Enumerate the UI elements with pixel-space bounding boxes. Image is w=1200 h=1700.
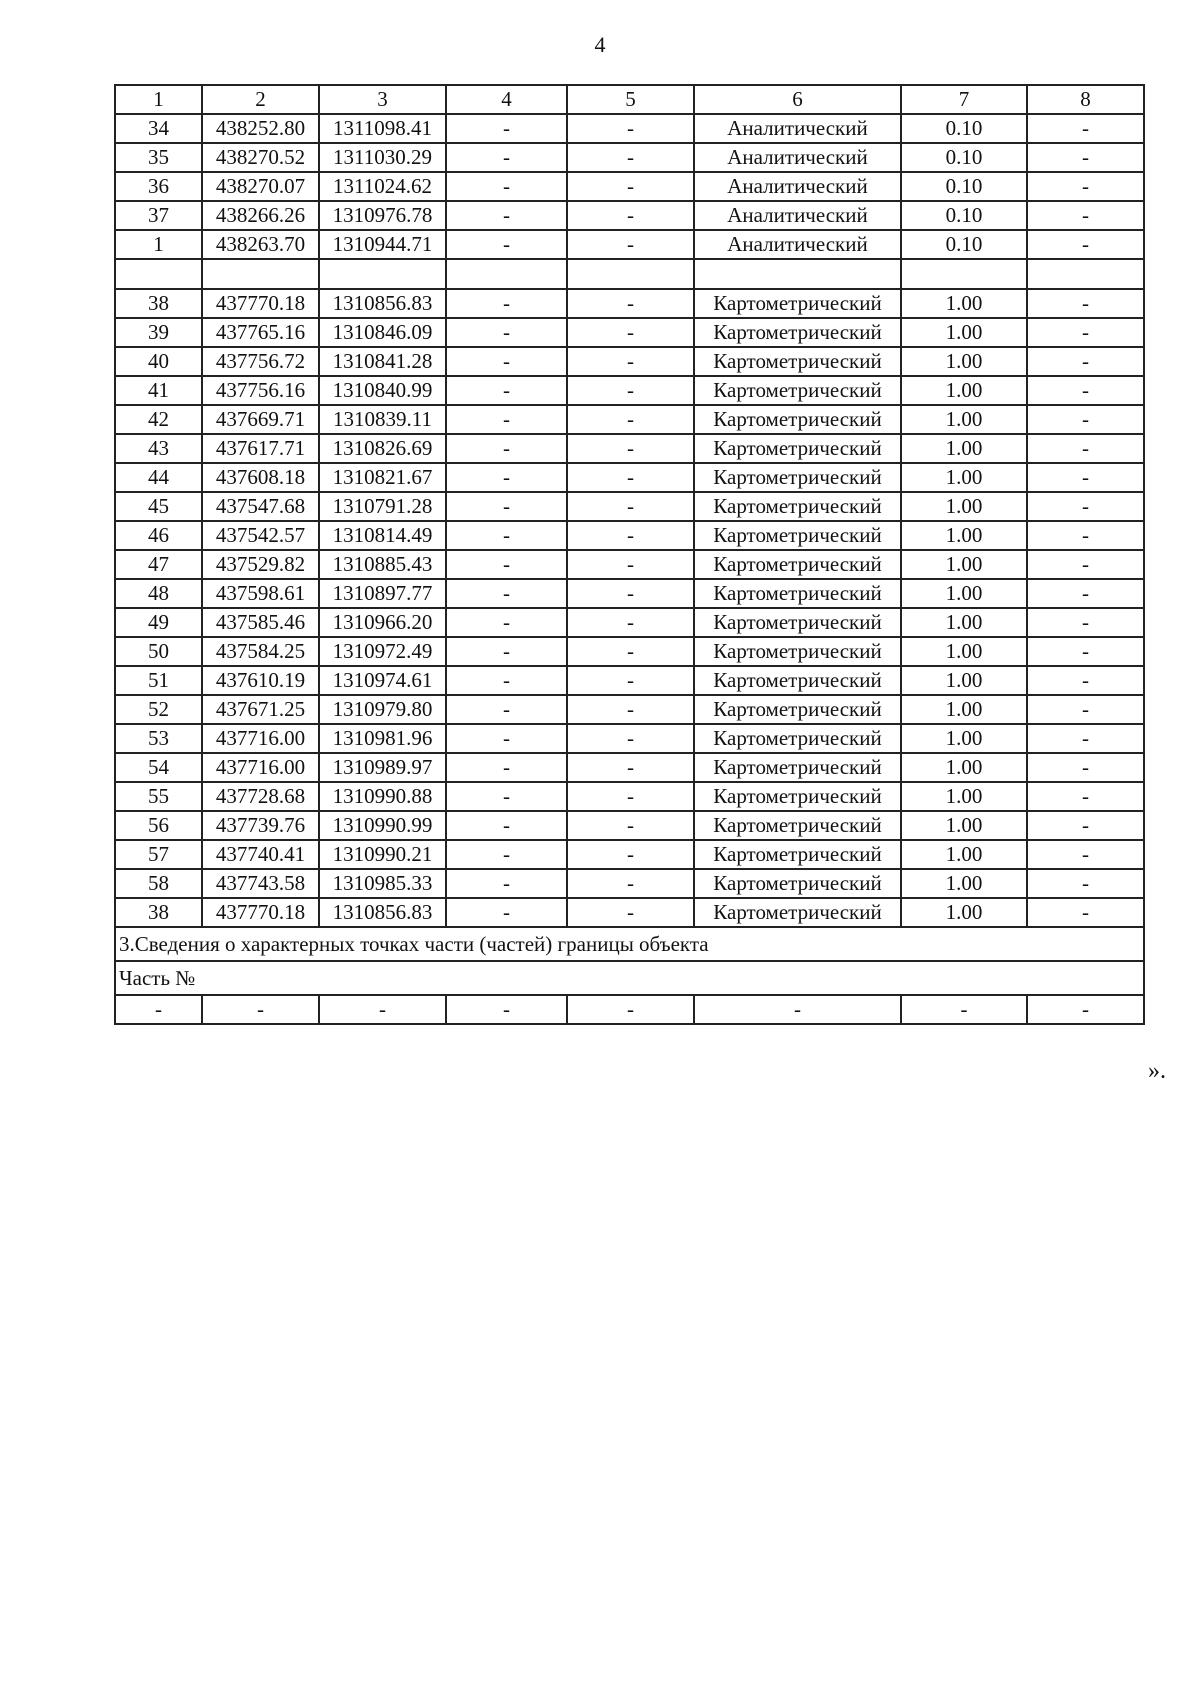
table-cell: - (567, 201, 694, 230)
table-cell: - (567, 869, 694, 898)
table-cell: 438263.70 (202, 230, 319, 259)
table-body (115, 85, 1144, 1024)
table-cell: - (567, 811, 694, 840)
table-cell: 1310979.80 (319, 695, 446, 724)
table-cell: Картометрический (694, 434, 901, 463)
table-cell: - (319, 995, 446, 1024)
table-cell: 1310966.20 (319, 608, 446, 637)
table-cell: 1.00 (901, 463, 1027, 492)
table-cell: - (567, 492, 694, 521)
table-row (115, 782, 1144, 811)
table-cell: 1310990.99 (319, 811, 446, 840)
table-cell: - (567, 695, 694, 724)
table-cell: Аналитический (694, 114, 901, 143)
table-cell (567, 259, 694, 289)
table-row (115, 289, 1144, 318)
table-cell: - (567, 230, 694, 259)
table-cell: 53 (115, 724, 202, 753)
table-cell: - (446, 114, 567, 143)
table-cell (115, 259, 202, 289)
table-cell: 0.10 (901, 143, 1027, 172)
table-cell: 52 (115, 695, 202, 724)
table-cell: Картометрический (694, 579, 901, 608)
table-cell: 1310944.71 (319, 230, 446, 259)
table-cell: 1.00 (901, 811, 1027, 840)
table-cell: - (446, 289, 567, 318)
table-cell: 51 (115, 666, 202, 695)
table-cell: 1311030.29 (319, 143, 446, 172)
table-cell: 1310990.88 (319, 782, 446, 811)
table-cell: - (446, 376, 567, 405)
table-cell: - (1027, 405, 1144, 434)
table-cell: Картометрический (694, 521, 901, 550)
table-cell: - (567, 347, 694, 376)
table-cell: Аналитический (694, 143, 901, 172)
table-cell: Аналитический (694, 172, 901, 201)
table-cell: 1.00 (901, 782, 1027, 811)
table-cell: 1 (115, 230, 202, 259)
table-cell: 49 (115, 608, 202, 637)
table-cell: 45 (115, 492, 202, 521)
table-row (115, 201, 1144, 230)
table-cell (446, 259, 567, 289)
table-cell: 437598.61 (202, 579, 319, 608)
part-label: Часть № (115, 961, 1144, 995)
table-cell: 0.10 (901, 114, 1027, 143)
table-row (115, 347, 1144, 376)
table-cell: 1310989.97 (319, 753, 446, 782)
table-cell: 57 (115, 840, 202, 869)
table-cell: Картометрический (694, 289, 901, 318)
table-cell: 437739.76 (202, 811, 319, 840)
table-cell: 437608.18 (202, 463, 319, 492)
table-cell: - (567, 405, 694, 434)
table-cell: 58 (115, 869, 202, 898)
table-cell (319, 259, 446, 289)
table-cell: 1310972.49 (319, 637, 446, 666)
table-cell: 1310885.43 (319, 550, 446, 579)
table-cell: Картометрический (694, 695, 901, 724)
table-cell: - (1027, 289, 1144, 318)
table-row (115, 608, 1144, 637)
table-cell: 1.00 (901, 898, 1027, 927)
table-row (115, 521, 1144, 550)
table-cell: 1.00 (901, 521, 1027, 550)
table-cell: - (567, 608, 694, 637)
table-cell: - (1027, 782, 1144, 811)
table-cell: Картометрический (694, 666, 901, 695)
table-cell: 1.00 (901, 376, 1027, 405)
table-cell: - (567, 463, 694, 492)
table-cell: 1.00 (901, 753, 1027, 782)
table-cell: 437671.25 (202, 695, 319, 724)
table-cell (1027, 259, 1144, 289)
table-cell: - (567, 434, 694, 463)
table-cell: - (1027, 492, 1144, 521)
table-cell: 48 (115, 579, 202, 608)
table-cell: Картометрический (694, 492, 901, 521)
table-cell: 437770.18 (202, 289, 319, 318)
table-cell: - (1027, 550, 1144, 579)
header-cell: 7 (901, 85, 1027, 114)
table-cell: - (446, 550, 567, 579)
table-row (115, 840, 1144, 869)
table-row (115, 143, 1144, 172)
table-cell: - (567, 782, 694, 811)
table-cell: 1310897.77 (319, 579, 446, 608)
table-cell: Картометрический (694, 347, 901, 376)
table-cell: 1310990.21 (319, 840, 446, 869)
header-cell: 2 (202, 85, 319, 114)
table-cell: 437617.71 (202, 434, 319, 463)
table-cell: - (446, 782, 567, 811)
table-cell: 1.00 (901, 637, 1027, 666)
table-cell: Картометрический (694, 898, 901, 927)
coordinates-table-wrapper (114, 84, 1145, 1025)
table-cell: - (446, 318, 567, 347)
table-cell: 41 (115, 376, 202, 405)
table-cell: 1310985.33 (319, 869, 446, 898)
table-cell: - (567, 579, 694, 608)
table-cell: - (1027, 608, 1144, 637)
table-cell: 1310981.96 (319, 724, 446, 753)
table-cell: 1310974.61 (319, 666, 446, 695)
table-cell: 1.00 (901, 434, 1027, 463)
header-cell: 6 (694, 85, 901, 114)
table-cell: Картометрический (694, 318, 901, 347)
table-cell: - (446, 143, 567, 172)
header-cell: 5 (567, 85, 694, 114)
table-cell: 438270.52 (202, 143, 319, 172)
empty-row (115, 259, 1144, 289)
table-cell: 437756.16 (202, 376, 319, 405)
table-cell: Аналитический (694, 201, 901, 230)
table-cell: 44 (115, 463, 202, 492)
table-cell: - (1027, 114, 1144, 143)
table-cell: - (567, 172, 694, 201)
table-cell: 437585.46 (202, 608, 319, 637)
table-cell: 0.10 (901, 230, 1027, 259)
table-row (115, 666, 1144, 695)
table-cell: - (567, 114, 694, 143)
table-cell: 37 (115, 201, 202, 230)
table-cell: - (1027, 230, 1144, 259)
table-cell: 437765.16 (202, 318, 319, 347)
table-cell: 437740.41 (202, 840, 319, 869)
table-cell: - (567, 724, 694, 753)
table-cell: - (446, 898, 567, 927)
table-cell: 1.00 (901, 405, 1027, 434)
table-cell: 437728.68 (202, 782, 319, 811)
table-cell: - (694, 995, 901, 1024)
table-cell: Картометрический (694, 724, 901, 753)
table-row (115, 637, 1144, 666)
table-cell: - (1027, 463, 1144, 492)
table-cell: 437542.57 (202, 521, 319, 550)
table-cell: 1310826.69 (319, 434, 446, 463)
table-cell: - (1027, 898, 1144, 927)
table-cell: - (446, 521, 567, 550)
table-cell: - (567, 753, 694, 782)
table-cell: - (567, 898, 694, 927)
table-cell: 438266.26 (202, 201, 319, 230)
table-cell: - (1027, 869, 1144, 898)
table-cell: Картометрический (694, 550, 901, 579)
table-cell: 36 (115, 172, 202, 201)
table-cell: 1.00 (901, 318, 1027, 347)
table-cell: - (567, 143, 694, 172)
table-cell: Картометрический (694, 840, 901, 869)
table-cell: 1.00 (901, 608, 1027, 637)
table-cell: 1310846.09 (319, 318, 446, 347)
table-row (115, 434, 1144, 463)
table-cell: 1310839.11 (319, 405, 446, 434)
table-row (115, 172, 1144, 201)
table-cell: 1.00 (901, 695, 1027, 724)
table-row (115, 492, 1144, 521)
table-cell: Картометрический (694, 869, 901, 898)
table-cell: 0.10 (901, 172, 1027, 201)
table-cell: Картометрический (694, 405, 901, 434)
table-cell: 1.00 (901, 840, 1027, 869)
table-cell: - (1027, 995, 1144, 1024)
table-row (115, 405, 1144, 434)
header-row (115, 85, 1144, 114)
table-cell: - (1027, 172, 1144, 201)
table-row (115, 230, 1144, 259)
table-cell: 437529.82 (202, 550, 319, 579)
table-cell: Картометрический (694, 753, 901, 782)
table-cell: Картометрический (694, 608, 901, 637)
table-cell: - (1027, 840, 1144, 869)
table-cell: - (1027, 434, 1144, 463)
table-cell: Картометрический (694, 376, 901, 405)
table-cell: 38 (115, 898, 202, 927)
table-row (115, 114, 1144, 143)
table-cell: 437669.71 (202, 405, 319, 434)
table-cell: 438270.07 (202, 172, 319, 201)
table-cell: - (1027, 521, 1144, 550)
table-cell: - (1027, 724, 1144, 753)
table-cell: - (446, 869, 567, 898)
table-cell: 39 (115, 318, 202, 347)
table-row (115, 869, 1144, 898)
table-row (115, 811, 1144, 840)
table-row (115, 898, 1144, 927)
table-cell: 1310841.28 (319, 347, 446, 376)
table-cell: 437756.72 (202, 347, 319, 376)
table-cell: - (446, 579, 567, 608)
table-cell: - (1027, 579, 1144, 608)
table-cell (694, 259, 901, 289)
table-cell: 35 (115, 143, 202, 172)
table-cell: - (446, 811, 567, 840)
table-cell: 1310856.83 (319, 289, 446, 318)
table-cell: - (446, 492, 567, 521)
table-cell: - (567, 376, 694, 405)
table-cell: - (446, 695, 567, 724)
table-cell: 1311024.62 (319, 172, 446, 201)
table-cell: - (567, 666, 694, 695)
table-cell: - (446, 230, 567, 259)
table-cell: - (1027, 143, 1144, 172)
table-cell: - (446, 463, 567, 492)
table-cell: 43 (115, 434, 202, 463)
table-cell: Аналитический (694, 230, 901, 259)
table-row (115, 753, 1144, 782)
table-cell: 1310840.99 (319, 376, 446, 405)
table-cell: 1.00 (901, 347, 1027, 376)
table-row (115, 695, 1144, 724)
table-cell: 42 (115, 405, 202, 434)
table-cell: - (1027, 811, 1144, 840)
table-cell: - (1027, 201, 1144, 230)
section-title-row (115, 927, 1144, 961)
table-cell (901, 259, 1027, 289)
header-cell: 3 (319, 85, 446, 114)
table-cell: - (567, 550, 694, 579)
page-number: 4 (594, 32, 606, 57)
part-data-row (115, 995, 1144, 1024)
table-cell: - (446, 347, 567, 376)
coordinates-table (114, 84, 1145, 1025)
table-cell: - (1027, 347, 1144, 376)
table-cell: 1310976.78 (319, 201, 446, 230)
table-cell: 1.00 (901, 550, 1027, 579)
table-cell: 1.00 (901, 492, 1027, 521)
closing-quote-mark: ». (1148, 1058, 1166, 1084)
table-cell: - (1027, 666, 1144, 695)
table-cell: Картометрический (694, 811, 901, 840)
table-cell: - (446, 840, 567, 869)
table-cell: - (446, 434, 567, 463)
table-cell: 1310791.28 (319, 492, 446, 521)
table-cell: Картометрический (694, 637, 901, 666)
table-row (115, 463, 1144, 492)
header-cell: 1 (115, 85, 202, 114)
table-cell: - (567, 995, 694, 1024)
table-cell: 437716.00 (202, 753, 319, 782)
table-cell: 1.00 (901, 869, 1027, 898)
table-row (115, 376, 1144, 405)
header-cell: 8 (1027, 85, 1144, 114)
header-cell: 4 (446, 85, 567, 114)
table-cell: 1.00 (901, 666, 1027, 695)
table-cell: 47 (115, 550, 202, 579)
table-cell: 56 (115, 811, 202, 840)
table-cell: 0.10 (901, 201, 1027, 230)
table-cell: 40 (115, 347, 202, 376)
table-cell: 1310821.67 (319, 463, 446, 492)
table-cell: - (446, 666, 567, 695)
table-cell: 55 (115, 782, 202, 811)
table-cell: 437584.25 (202, 637, 319, 666)
table-cell: - (446, 637, 567, 666)
table-cell: - (446, 724, 567, 753)
table-cell: - (446, 753, 567, 782)
section-title: 3.Сведения о характерных точках части (частей) границы объекта (115, 927, 1144, 961)
part-label-row (115, 961, 1144, 995)
table-cell: - (1027, 318, 1144, 347)
table-row (115, 318, 1144, 347)
table-cell: 437770.18 (202, 898, 319, 927)
table-cell: - (202, 995, 319, 1024)
table-cell: 38 (115, 289, 202, 318)
table-cell: - (1027, 753, 1144, 782)
table-cell: - (115, 995, 202, 1024)
table-cell: - (567, 289, 694, 318)
table-cell: - (567, 318, 694, 347)
table-cell: - (446, 995, 567, 1024)
table-cell (202, 259, 319, 289)
table-cell: - (446, 608, 567, 637)
table-row (115, 724, 1144, 753)
table-cell: - (1027, 376, 1144, 405)
table-cell: - (446, 172, 567, 201)
table-cell: Картометрический (694, 782, 901, 811)
table-cell: - (567, 840, 694, 869)
table-cell: 437547.68 (202, 492, 319, 521)
table-cell: 1.00 (901, 724, 1027, 753)
table-cell: - (446, 201, 567, 230)
table-cell: 1310814.49 (319, 521, 446, 550)
table-cell: - (446, 405, 567, 434)
table-cell: 50 (115, 637, 202, 666)
table-row (115, 550, 1144, 579)
table-cell: 34 (115, 114, 202, 143)
table-row (115, 579, 1144, 608)
table-cell: - (1027, 695, 1144, 724)
table-cell: 54 (115, 753, 202, 782)
table-cell: - (567, 637, 694, 666)
table-cell: - (901, 995, 1027, 1024)
table-cell: - (1027, 637, 1144, 666)
table-cell: 46 (115, 521, 202, 550)
table-cell: 438252.80 (202, 114, 319, 143)
table-cell: 1310856.83 (319, 898, 446, 927)
table-cell: 437716.00 (202, 724, 319, 753)
table-cell: 1.00 (901, 289, 1027, 318)
table-cell: 1.00 (901, 579, 1027, 608)
table-cell: 437743.58 (202, 869, 319, 898)
table-cell: - (567, 521, 694, 550)
table-cell: 1311098.41 (319, 114, 446, 143)
table-cell: 437610.19 (202, 666, 319, 695)
table-cell: Картометрический (694, 463, 901, 492)
